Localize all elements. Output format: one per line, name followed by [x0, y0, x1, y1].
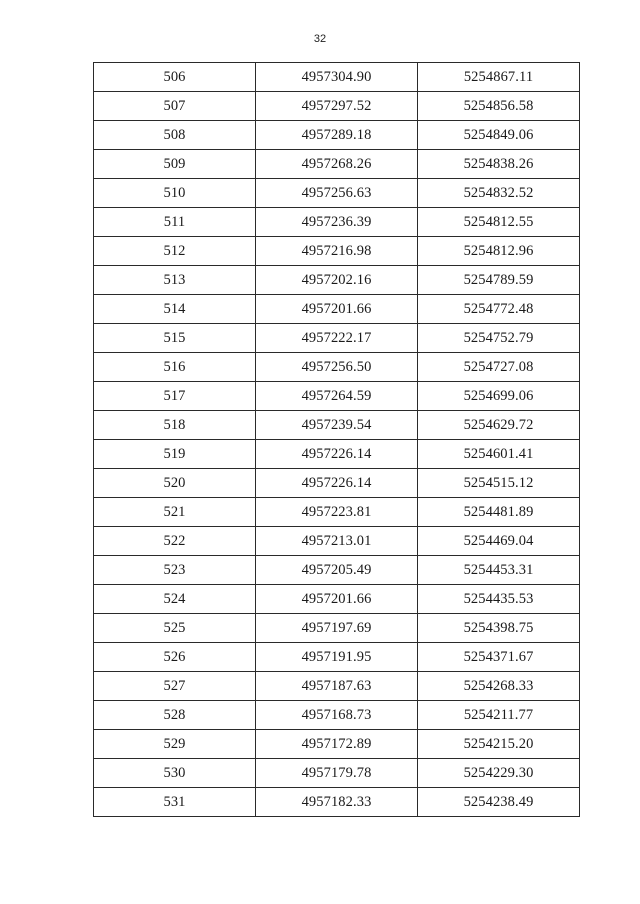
- table-row: [94, 121, 580, 150]
- y-coordinate-cell: 5254481.89: [418, 498, 580, 527]
- y-coordinate-cell: 5254727.08: [418, 353, 580, 382]
- point-number-cell: 522: [94, 527, 256, 556]
- coordinates-table-body: [94, 63, 580, 817]
- point-number-cell: 519: [94, 440, 256, 469]
- x-coordinate-cell: 4957223.81: [256, 498, 418, 527]
- table-row: [94, 208, 580, 237]
- y-coordinate-cell: 5254838.26: [418, 150, 580, 179]
- y-coordinate-cell: 5254371.67: [418, 643, 580, 672]
- coordinates-table: [93, 62, 580, 817]
- y-coordinate-cell: 5254752.79: [418, 324, 580, 353]
- table-row: [94, 353, 580, 382]
- point-number-cell: 529: [94, 730, 256, 759]
- x-coordinate-cell: 4957213.01: [256, 527, 418, 556]
- table-row: [94, 759, 580, 788]
- x-coordinate-cell: 4957226.14: [256, 440, 418, 469]
- x-coordinate-cell: 4957179.78: [256, 759, 418, 788]
- point-number-cell: 513: [94, 266, 256, 295]
- x-coordinate-cell: 4957205.49: [256, 556, 418, 585]
- point-number-cell: 517: [94, 382, 256, 411]
- y-coordinate-cell: 5254812.55: [418, 208, 580, 237]
- x-coordinate-cell: 4957187.63: [256, 672, 418, 701]
- y-coordinate-cell: 5254629.72: [418, 411, 580, 440]
- point-number-cell: 511: [94, 208, 256, 237]
- x-coordinate-cell: 4957297.52: [256, 92, 418, 121]
- x-coordinate-cell: 4957289.18: [256, 121, 418, 150]
- x-coordinate-cell: 4957268.26: [256, 150, 418, 179]
- point-number-cell: 526: [94, 643, 256, 672]
- point-number-cell: 520: [94, 469, 256, 498]
- table-row: [94, 556, 580, 585]
- table-row: [94, 179, 580, 208]
- y-coordinate-cell: 5254229.30: [418, 759, 580, 788]
- point-number-cell: 521: [94, 498, 256, 527]
- table-row: [94, 672, 580, 701]
- point-number-cell: 528: [94, 701, 256, 730]
- y-coordinate-cell: 5254832.52: [418, 179, 580, 208]
- y-coordinate-cell: 5254772.48: [418, 295, 580, 324]
- point-number-cell: 518: [94, 411, 256, 440]
- x-coordinate-cell: 4957239.54: [256, 411, 418, 440]
- table-row: [94, 614, 580, 643]
- table-row: [94, 324, 580, 353]
- x-coordinate-cell: 4957182.33: [256, 788, 418, 817]
- table-row: [94, 730, 580, 759]
- y-coordinate-cell: 5254856.58: [418, 92, 580, 121]
- point-number-cell: 523: [94, 556, 256, 585]
- y-coordinate-cell: 5254215.20: [418, 730, 580, 759]
- table-row: [94, 411, 580, 440]
- x-coordinate-cell: 4957226.14: [256, 469, 418, 498]
- y-coordinate-cell: 5254268.33: [418, 672, 580, 701]
- x-coordinate-cell: 4957304.90: [256, 63, 418, 92]
- x-coordinate-cell: 4957201.66: [256, 295, 418, 324]
- point-number-cell: 531: [94, 788, 256, 817]
- y-coordinate-cell: 5254211.77: [418, 701, 580, 730]
- table-row: [94, 527, 580, 556]
- y-coordinate-cell: 5254699.06: [418, 382, 580, 411]
- y-coordinate-cell: 5254601.41: [418, 440, 580, 469]
- x-coordinate-cell: 4957216.98: [256, 237, 418, 266]
- point-number-cell: 516: [94, 353, 256, 382]
- x-coordinate-cell: 4957168.73: [256, 701, 418, 730]
- table-row: [94, 440, 580, 469]
- x-coordinate-cell: 4957191.95: [256, 643, 418, 672]
- table-row: [94, 788, 580, 817]
- y-coordinate-cell: 5254867.11: [418, 63, 580, 92]
- y-coordinate-cell: 5254398.75: [418, 614, 580, 643]
- table-row: [94, 382, 580, 411]
- x-coordinate-cell: 4957172.89: [256, 730, 418, 759]
- x-coordinate-cell: 4957256.50: [256, 353, 418, 382]
- point-number-cell: 506: [94, 63, 256, 92]
- y-coordinate-cell: 5254515.12: [418, 469, 580, 498]
- x-coordinate-cell: 4957236.39: [256, 208, 418, 237]
- table-row: [94, 498, 580, 527]
- y-coordinate-cell: 5254469.04: [418, 527, 580, 556]
- table-row: [94, 469, 580, 498]
- point-number-cell: 512: [94, 237, 256, 266]
- y-coordinate-cell: 5254849.06: [418, 121, 580, 150]
- x-coordinate-cell: 4957264.59: [256, 382, 418, 411]
- y-coordinate-cell: 5254789.59: [418, 266, 580, 295]
- point-number-cell: 510: [94, 179, 256, 208]
- table-row: [94, 92, 580, 121]
- y-coordinate-cell: 5254812.96: [418, 237, 580, 266]
- point-number-cell: 524: [94, 585, 256, 614]
- point-number-cell: 525: [94, 614, 256, 643]
- point-number-cell: 527: [94, 672, 256, 701]
- point-number-cell: 507: [94, 92, 256, 121]
- point-number-cell: 508: [94, 121, 256, 150]
- y-coordinate-cell: 5254453.31: [418, 556, 580, 585]
- point-number-cell: 514: [94, 295, 256, 324]
- x-coordinate-cell: 4957202.16: [256, 266, 418, 295]
- y-coordinate-cell: 5254238.49: [418, 788, 580, 817]
- table-row: [94, 643, 580, 672]
- point-number-cell: 530: [94, 759, 256, 788]
- x-coordinate-cell: 4957201.66: [256, 585, 418, 614]
- y-coordinate-cell: 5254435.53: [418, 585, 580, 614]
- page-number: 32: [313, 33, 327, 45]
- point-number-cell: 515: [94, 324, 256, 353]
- table-row: [94, 585, 580, 614]
- x-coordinate-cell: 4957256.63: [256, 179, 418, 208]
- table-row: [94, 295, 580, 324]
- x-coordinate-cell: 4957197.69: [256, 614, 418, 643]
- table-row: [94, 63, 580, 92]
- x-coordinate-cell: 4957222.17: [256, 324, 418, 353]
- table-row: [94, 266, 580, 295]
- table-row: [94, 237, 580, 266]
- table-row: [94, 701, 580, 730]
- point-number-cell: 509: [94, 150, 256, 179]
- table-row: [94, 150, 580, 179]
